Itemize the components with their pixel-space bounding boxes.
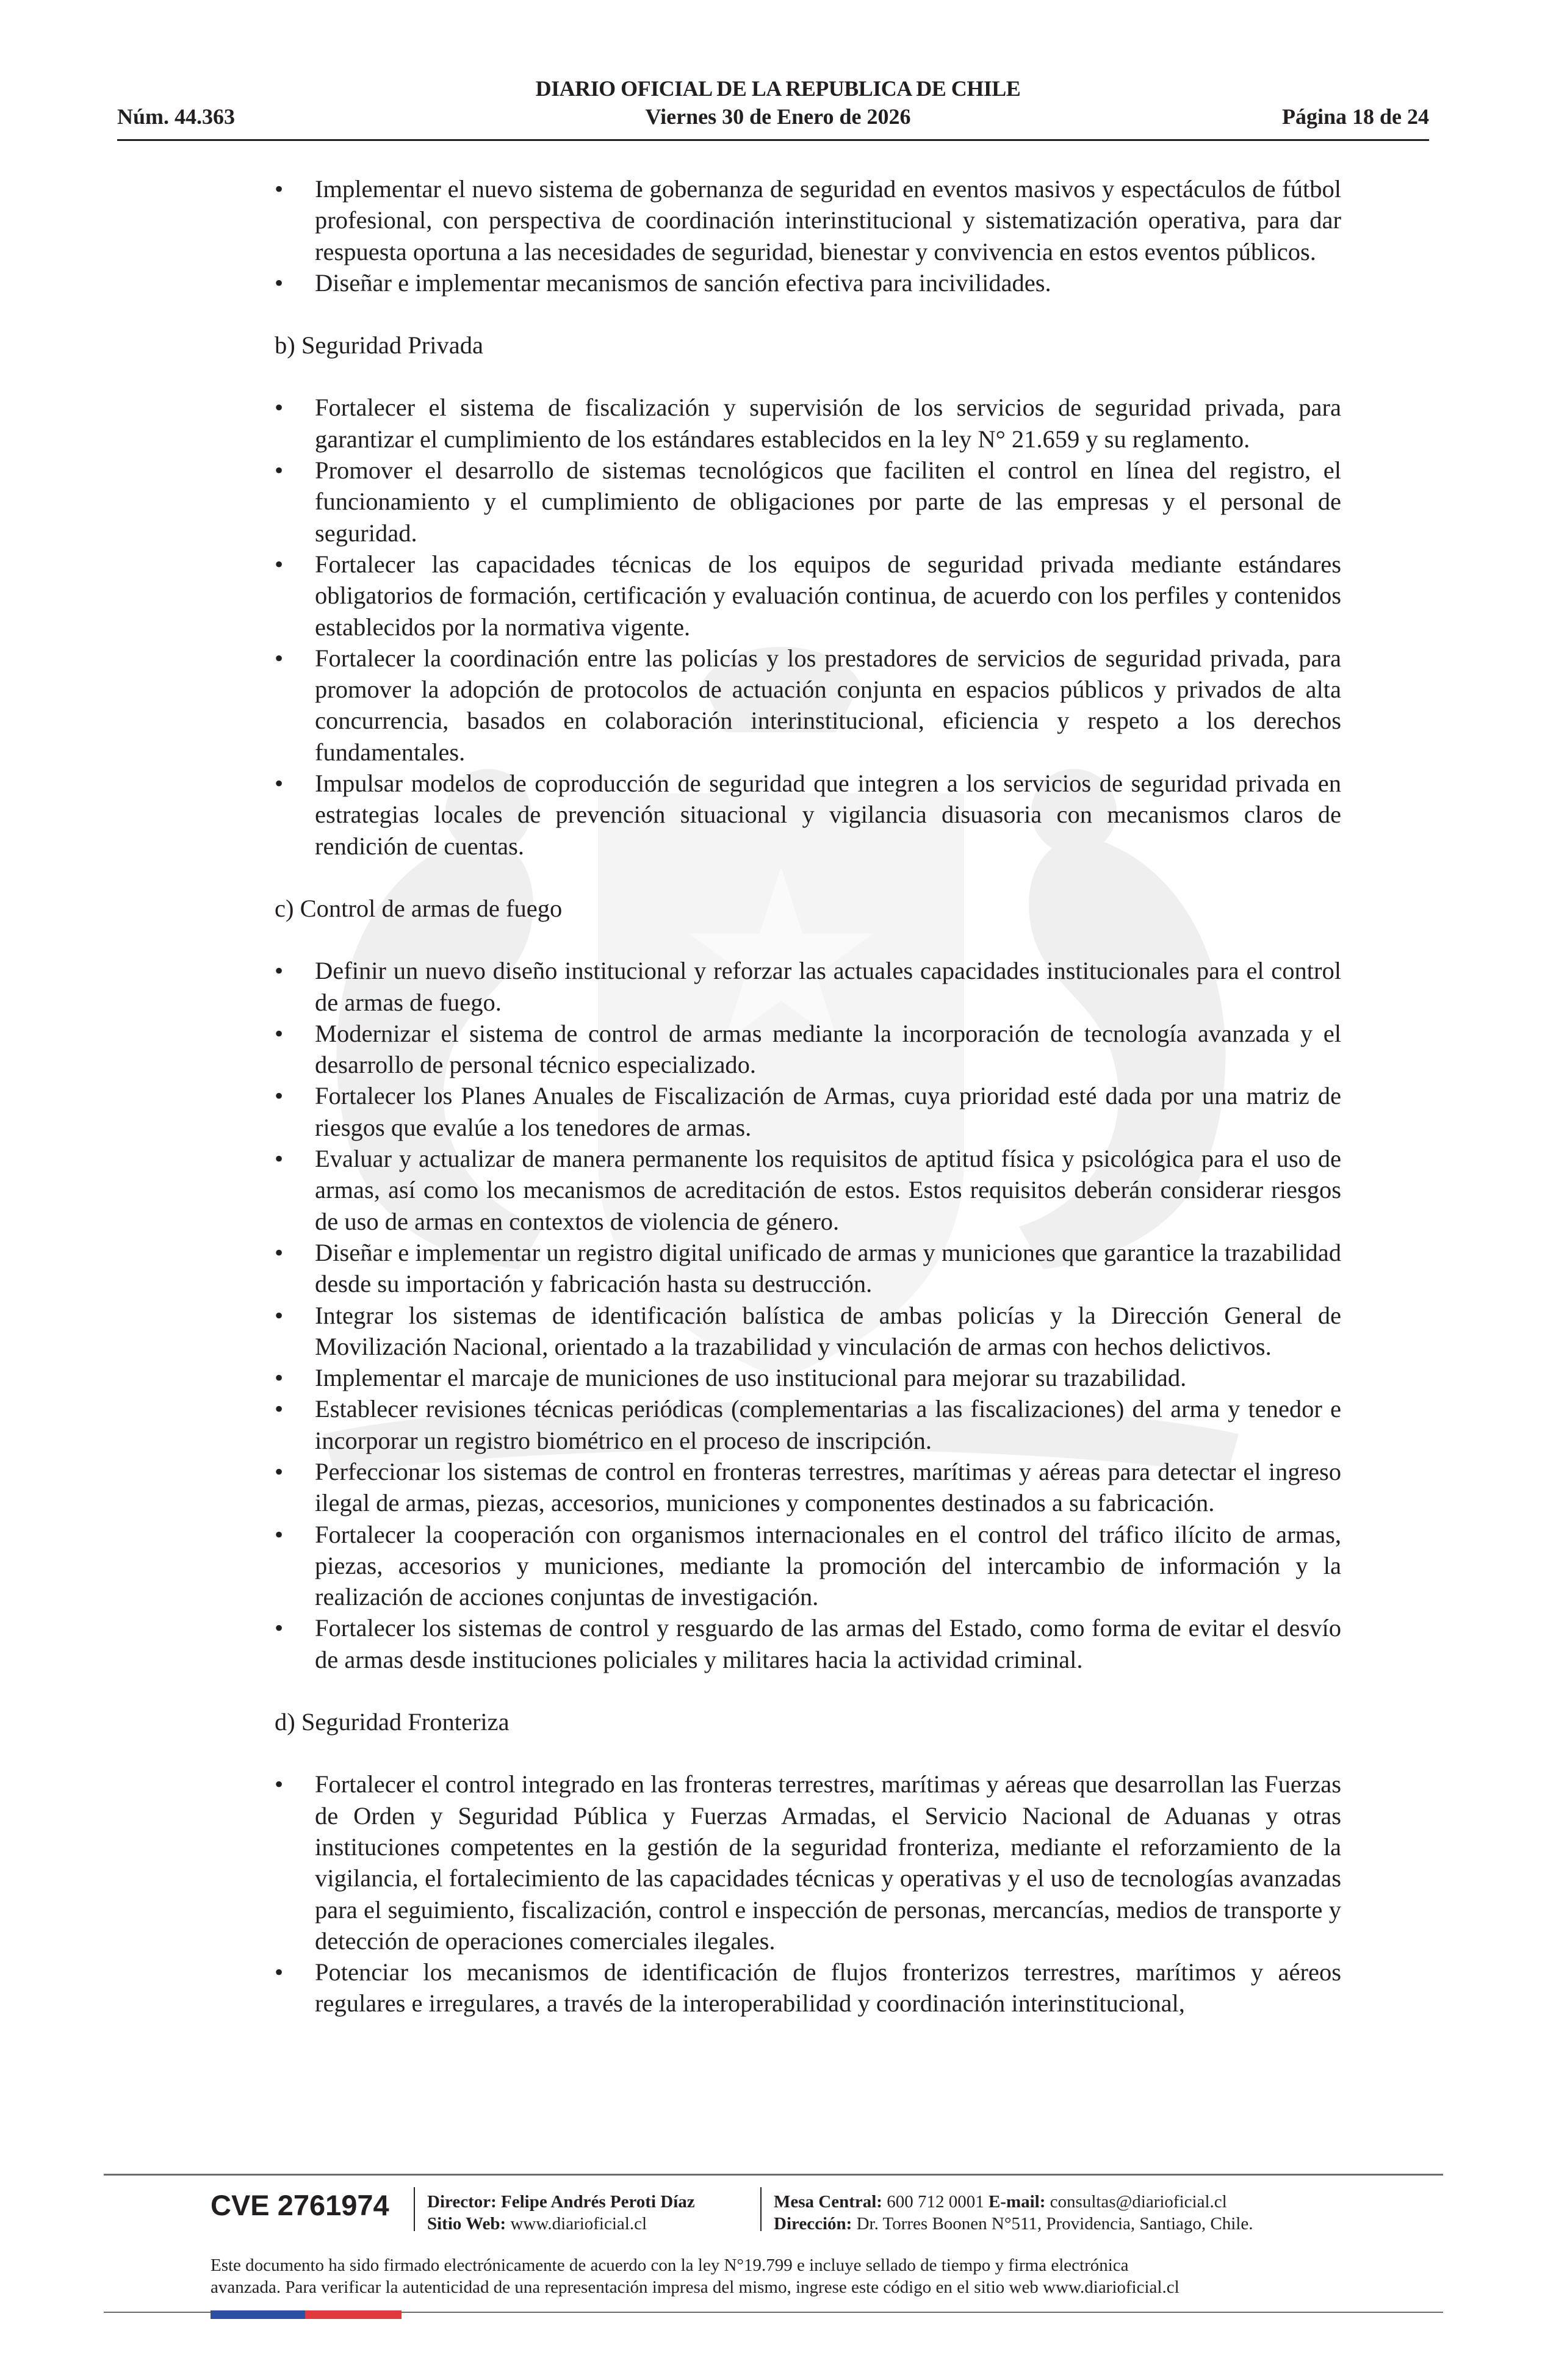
- director-name: Felipe Andrés Peroti Díaz: [501, 2192, 695, 2212]
- footer-divider: [104, 2174, 1443, 2176]
- list-item: • Definir un nuevo diseño institucional y reforzar las actuales capacidades institucionales para el control de armas de fuego.: [275, 955, 1341, 1018]
- list-item: • Diseñar e implementar mecanismos de sanción efectiva para incivilidades.: [275, 267, 1341, 298]
- footer-separator: [414, 2187, 415, 2231]
- section-heading-control-armas: c) Control de armas de fuego: [275, 894, 563, 922]
- signature-notice: [211, 2254, 1370, 2298]
- email-link[interactable]: consultas@diarioficial.cl: [1050, 2192, 1227, 2212]
- list-item: • Implementar el marcaje de municiones de uso institucional para mejorar su trazabilidad.: [275, 1362, 1341, 1393]
- intro-bullet-list: [275, 173, 1341, 298]
- email-label: E-mail:: [988, 2192, 1046, 2212]
- control-armas-list: [275, 955, 1341, 1675]
- list-item: • Perfeccionar los sistemas de control en fronteras terrestres, marítimas y aéreas para detectar el ingreso ilegal de armas, piezas, accesorios, municiones y componentes destinados a su fabricación.: [275, 1456, 1341, 1519]
- list-item: • Fortalecer los sistemas de control y resguardo de las armas del Estado, como forma de evitar el desvío de armas desde instituciones policiales y militares hacia la actividad criminal.: [275, 1612, 1341, 1675]
- list-item: • Fortalecer las capacidades técnicas de los equipos de seguridad privada mediante estándares obligatorios de formación, certificación y evaluación continua, de acuerdo con los perfiles y contenidos establecidos por la normativa vigente.: [275, 549, 1341, 643]
- website-link[interactable]: www.diarioficial.cl: [510, 2214, 647, 2234]
- footer-director-block: [427, 2191, 695, 2235]
- notice-line: Este documento ha sido firmado electrónicamente de acuerdo con la ley N°19.799 e incluye sellado de tiempo y firma electrónica: [211, 2256, 1129, 2275]
- publication-title: DIARIO OFICIAL DE LA REPUBLICA DE CHILE: [535, 76, 1021, 101]
- list-item: • Evaluar y actualizar de manera permanente los requisitos de aptitud física y psicológica para el uso de armas, así como los mecanismos de acreditación de estos. Estos requisitos deberán considerar riesgos de uso de armas en contextos de violencia de género.: [275, 1143, 1341, 1237]
- address-value: Dr. Torres Boonen N°511, Providencia, Santiago, Chile.: [856, 2214, 1253, 2234]
- flag-stripe-red: [305, 2310, 402, 2319]
- list-item: • Fortalecer la coordinación entre las policías y los prestadores de servicios de seguridad privada, para promover la adopción de protocolos de actuación conjunta en espacios públicos y privados de alta concurrencia, basados en colaboración interinstitucional, eficiencia y respeto a los derechos fundamentales.: [275, 643, 1341, 768]
- section-heading-seguridad-fronteriza: d) Seguridad Fronteriza: [275, 1708, 510, 1736]
- list-item: • Fortalecer el sistema de fiscalización y supervisión de los servicios de seguridad privada, para garantizar el cumplimiento de los estándares establecidos en la ley N° 21.659 y su reglamento.: [275, 392, 1341, 455]
- publication-date: Viernes 30 de Enero de 2026: [645, 104, 911, 129]
- list-item: • Fortalecer los Planes Anuales de Fiscalización de Armas, cuya prioridad esté dada por una matriz de riesgos que evalúe a los tenedores de armas.: [275, 1080, 1341, 1143]
- cve-code: CVE 2761974: [211, 2189, 389, 2221]
- header-divider: [117, 139, 1429, 141]
- list-item: • Establecer revisiones técnicas periódicas (complementarias a las fiscalizaciones) del arma y tenedor e incorporar un registro biométrico en el proceso de inscripción.: [275, 1393, 1341, 1456]
- list-item: • Impulsar modelos de coproducción de seguridad que integren a los servicios de seguridad privada en estrategias locales de prevención situacional y vigilancia disuasoria con mecanismos claros de rendición de cuentas.: [275, 768, 1341, 862]
- section-heading-seguridad-privada: b) Seguridad Privada: [275, 331, 483, 359]
- list-item: • Diseñar e implementar un registro digital unificado de armas y municiones que garantice la trazabilidad desde su importación y fabricación hasta su destrucción.: [275, 1237, 1341, 1300]
- flag-stripe-blue: [211, 2310, 305, 2319]
- website-label: Sitio Web:: [427, 2214, 506, 2234]
- mesa-phone: 600 712 0001: [887, 2192, 984, 2212]
- address-label: Dirección:: [774, 2214, 852, 2234]
- list-item: • Potenciar los mecanismos de identificación de flujos fronterizos terrestres, marítimos y aéreos regulares e irregulares, a través de la interoperabilidad y coordinación interinstitucional,: [275, 1956, 1341, 2019]
- list-item: • Integrar los sistemas de identificación balística de ambas policías y la Dirección General de Movilización Nacional, orientado a la trazabilidad y vinculación de armas con hechos delictivos.: [275, 1300, 1341, 1363]
- list-item: • Promover el desarrollo de sistemas tecnológicos que faciliten el control en línea del registro, el funcionamiento y el cumplimiento de obligaciones por parte de las empresas y el personal de seguridad.: [275, 455, 1341, 549]
- seguridad-fronteriza-list: [275, 1769, 1341, 2019]
- page-number: Página 18 de 24: [1281, 104, 1429, 129]
- list-item: • Modernizar el sistema de control de armas mediante la incorporación de tecnología avanzada y el desarrollo de personal técnico especializado.: [275, 1018, 1341, 1081]
- director-label: Director:: [427, 2192, 497, 2212]
- footer-separator: [760, 2187, 762, 2231]
- notice-line: avanzada. Para verificar la autenticidad de una representación impresa del mismo, ingrese este código en el sitio web www.diarioficial.cl: [211, 2277, 1180, 2297]
- footer-contact-block: [774, 2191, 1253, 2235]
- mesa-label: Mesa Central:: [774, 2192, 882, 2212]
- list-item: • Fortalecer la cooperación con organismos internacionales en el control del tráfico ilícito de armas, piezas, accesorios y municiones, mediante la promoción del intercambio de información y la realización de acciones conjuntas de investigación.: [275, 1519, 1341, 1613]
- issue-number: Núm. 44.363: [117, 104, 236, 129]
- list-item: • Implementar el nuevo sistema de gobernanza de seguridad en eventos masivos y espectáculos de fútbol profesional, con perspectiva de coordinación interinstitucional y sistematización operativa, para dar respuesta oportuna a las necesidades de seguridad, bienestar y convivencia en estos eventos públicos.: [275, 173, 1341, 267]
- document-body: [275, 173, 1341, 2019]
- seguridad-privada-list: [275, 392, 1341, 861]
- list-item: • Fortalecer el control integrado en las fronteras terrestres, marítimas y aéreas que desarrollan las Fuerzas de Orden y Seguridad Pública y Fuerzas Armadas, el Servicio Nacional de Aduanas y otras instituciones competentes en la gestión de la seguridad fronteriza, mediante el reforzamiento de la vigilancia, el fortalecimiento de las capacidades técnicas y operativas y el uso de tecnologías avanzadas para el seguimiento, fiscalización, control e inspección de personas, mercancías, medios de transporte y detección de operaciones comerciales ilegales.: [275, 1769, 1341, 1956]
